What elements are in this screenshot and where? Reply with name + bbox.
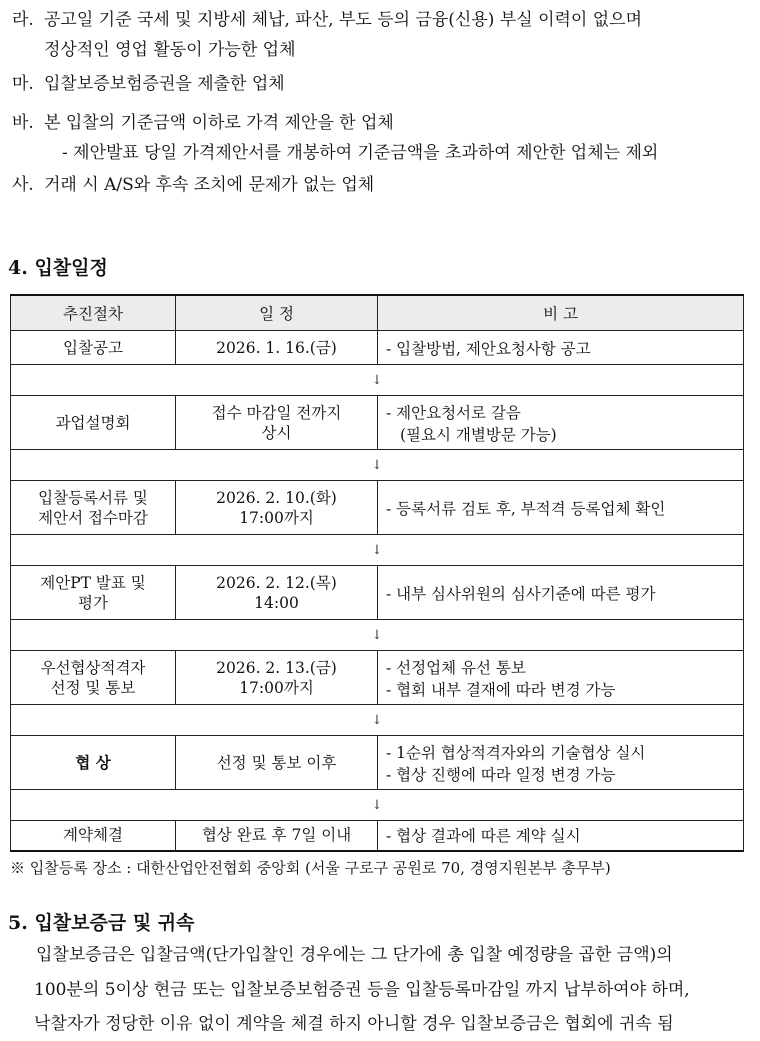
note-text: - 1순위 협상적격자와의 기술협상 실시	[386, 743, 646, 762]
date-cell	[176, 331, 378, 365]
step-text: 과업설명회	[55, 413, 131, 432]
down-arrow-icon: ↓	[11, 620, 744, 651]
note-cell	[378, 651, 744, 705]
date-text: 17:00까지	[239, 678, 314, 697]
criterion-text: 입찰보증보험증권을 제출한 업체	[44, 74, 285, 94]
step-text: 협 상	[75, 752, 111, 772]
criterion-ba-sub: - 제안발표 당일 가격제안서를 개봉하여 기준금액을 초과하여 제안한 업체는 제외	[62, 143, 659, 163]
date-text: 2026. 1. 16.(금)	[216, 338, 337, 357]
step-text: 우선협상적격자	[40, 658, 146, 677]
criterion-text: 공고일 기준 국세 및 지방세 체납, 파산, 부도 등의 금융(신용) 부실 이력이 없으며	[44, 10, 642, 30]
criterion-marker: 라.	[12, 10, 34, 30]
step-text: 선정 및 통보	[50, 678, 136, 697]
criterion-marker: 바.	[12, 113, 34, 133]
criterion-text: 거래 시 A/S와 후속 조치에 문제가 없는 업체	[44, 175, 375, 195]
criterion-marker: 사.	[12, 175, 34, 195]
criterion-text: 본 입찰의 기준금액 이하로 가격 제안을 한 업체	[44, 113, 394, 133]
note-text: - 내부 심사위원의 심사기준에 따른 평가	[386, 584, 656, 603]
date-text: 2026. 2. 12.(목)	[216, 573, 337, 592]
section-title-bid-schedule: 4. 입찰일정	[8, 257, 108, 279]
registration-location-note: ※ 입찰등록 장소 : 대한산업안전협회 중앙회 (서울 구로구 공원로 70, 경영지원본부 총무부)	[10, 859, 611, 877]
table-row	[11, 651, 744, 705]
step-text: 계약체결	[63, 826, 123, 845]
table-row	[11, 396, 744, 450]
date-text: 2026. 2. 10.(화)	[216, 488, 337, 507]
step-text: 평가	[78, 593, 108, 612]
step-cell	[11, 396, 176, 450]
step-cell	[11, 651, 176, 705]
note-text: - 제안요청서로 갈음	[386, 403, 521, 422]
note-text: (필요시 개별방문 가능)	[400, 425, 557, 444]
table-row	[11, 736, 744, 790]
down-arrow-icon: ↓	[11, 365, 744, 396]
date-text: 17:00까지	[239, 508, 314, 527]
step-cell	[11, 566, 176, 620]
note-text: - 협회 내부 결재에 따라 변경 가능	[386, 680, 616, 699]
note-cell	[378, 396, 744, 450]
deposit-paragraph-line: 입찰보증금은 입찰금액(단가입찰인 경우에는 그 단가에 총 입찰 예정량을 곱한 금액)의	[36, 945, 673, 965]
table-header-row	[11, 295, 744, 331]
date-cell	[176, 651, 378, 705]
note-cell	[378, 736, 744, 790]
bid-schedule-table	[10, 294, 744, 852]
arrow-row	[11, 535, 744, 566]
criterion-marker: 마.	[12, 74, 34, 94]
date-text: 상시	[261, 423, 292, 442]
note-text: - 선정업체 유선 통보	[386, 658, 526, 677]
header-remarks: 비 고	[378, 295, 744, 331]
date-text: 접수 마감일 전까지	[211, 403, 342, 422]
note-cell	[378, 821, 744, 851]
step-cell	[11, 331, 176, 365]
down-arrow-icon: ↓	[11, 790, 744, 821]
deposit-paragraph-line: 낙찰자가 정당한 이유 없이 계약을 체결 하지 아니할 경우 입찰보증금은 협회에 귀속 됨	[34, 1014, 674, 1034]
step-text: 입찰공고	[63, 338, 123, 357]
down-arrow-icon: ↓	[11, 450, 744, 481]
note-text: - 협상 결과에 따른 계약 실시	[386, 827, 581, 846]
header-schedule: 일 정	[176, 295, 378, 331]
date-text: 협상 완료 후 7일 이내	[201, 826, 352, 845]
criterion-text: 정상적인 영업 활동이 가능한 업체	[44, 40, 296, 60]
note-text: - 입찰방법, 제안요청사항 공고	[386, 339, 591, 358]
date-text: 2026. 2. 13.(금)	[216, 658, 337, 677]
arrow-row	[11, 450, 744, 481]
step-cell	[11, 481, 176, 535]
step-text: 제안서 접수마감	[38, 508, 148, 527]
step-text: 제안PT 발표 및	[40, 573, 146, 592]
arrow-row	[11, 790, 744, 821]
note-cell	[378, 481, 744, 535]
section-title-bid-deposit: 5. 입찰보증금 및 귀속	[8, 912, 195, 934]
date-cell	[176, 396, 378, 450]
date-cell	[176, 821, 378, 851]
table-row	[11, 566, 744, 620]
date-cell	[176, 481, 378, 535]
table-row	[11, 821, 744, 851]
date-cell	[176, 566, 378, 620]
deposit-paragraph-line: 100분의 5이상 현금 또는 입찰보증보험증권 등을 입찰등록마감일 까지 납부하여야 하며,	[34, 980, 690, 1000]
note-cell	[378, 331, 744, 365]
down-arrow-icon: ↓	[11, 535, 744, 566]
arrow-row	[11, 365, 744, 396]
step-text: 입찰등록서류 및	[38, 488, 148, 507]
arrow-row	[11, 620, 744, 651]
note-text: - 등록서류 검토 후, 부적격 등록업체 확인	[386, 499, 666, 518]
table-row	[11, 331, 744, 365]
step-cell	[11, 736, 176, 790]
date-text: 선정 및 통보 이후	[216, 753, 337, 772]
table-row	[11, 481, 744, 535]
note-text: - 협상 진행에 따라 일정 변경 가능	[386, 765, 616, 784]
note-cell	[378, 566, 744, 620]
arrow-row	[11, 705, 744, 736]
date-cell	[176, 736, 378, 790]
date-text: 14:00	[254, 593, 299, 612]
step-cell	[11, 821, 176, 851]
header-procedure: 추진절차	[11, 295, 176, 331]
down-arrow-icon: ↓	[11, 705, 744, 736]
